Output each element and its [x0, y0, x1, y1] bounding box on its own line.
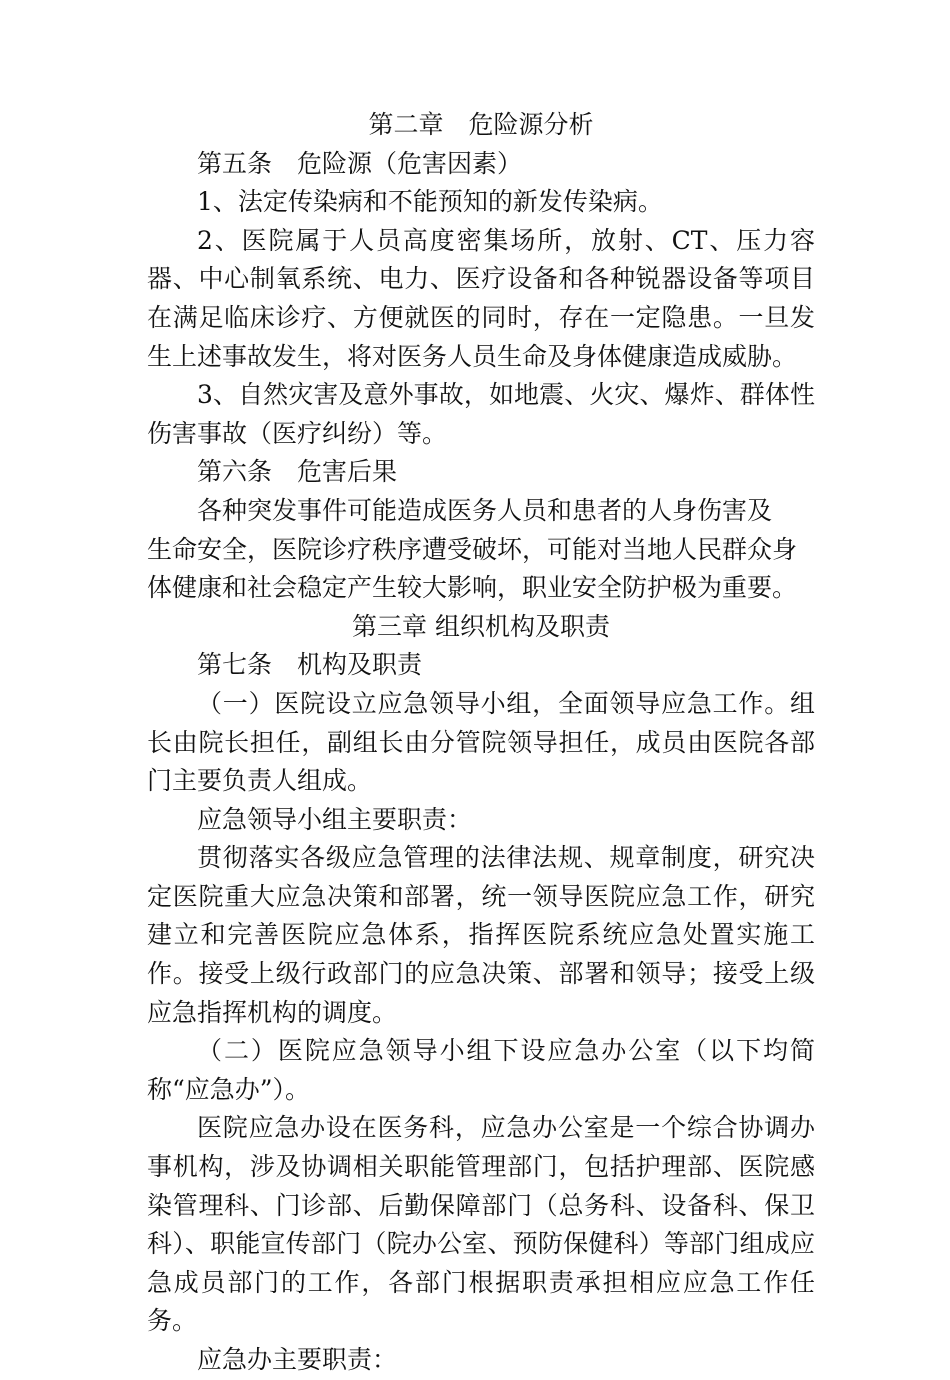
paragraph: 贯彻落实各级应急管理的法律法规、规章制度，研究决定医院重大应急决策和部署，统一领导医院应急工作，研究建立和完善医院应急体系，指挥医院系统应急处置实施工作。接受上级行政部门的应急决策、部署和领导；接受上级应急指挥机构的调度。 [147, 843, 815, 1027]
paragraph: （一）医院设立应急领导小组，全面领导应急工作。组长由院长担任，副组长由分管院领导担任，成员由医院各部门主要负责人组成。 [147, 688, 815, 796]
paragraph: 应急办主要职责： [197, 1345, 398, 1374]
paragraph: 医院应急办设在医务科，应急办公室是一个综合协调办事机构，涉及协调相关职能管理部门，包括护理部、医院感染管理科、门诊部、后勤保障部门（总务科、设备科、保卫科）、职能宣传部门（院办公室、预防保健科）等部门组成应急成员部门的工作，各部门根据职责承担相应应急工作任务。 [147, 1113, 815, 1336]
paragraph: 3、自然灾害及意外事故，如地震、火灾、爆炸、群体性伤害事故（医疗纠纷）等。 [147, 380, 815, 448]
paragraph: 各种突发事件可能造成医务人员和患者的人身伤害及 生命安全，医院诊疗秩序遭受破坏，可能对当地人民群众身体健康和社会稳定产生较大影响，职业安全防护极为重要。 [147, 495, 798, 603]
paragraph: （二）医院应急领导小组下设应急办公室（以下均简称“应急办”）。 [147, 1036, 815, 1104]
paragraph: 应急领导小组主要职责： [197, 804, 473, 834]
chapter-heading: 第二章 危险源分析 [368, 110, 594, 139]
paragraph: 1、法定传染病和不能预知的新发传染病。 [197, 187, 663, 217]
article-title: 第六条 危害后果 [197, 457, 398, 487]
paragraph: 2、医院属于人员高度密集场所，放射、CT、压力容器、中心制氧系统、电力、医疗设备和各种锐器设备等项目在满足临床诊疗、方便就医的同时，存在一定隐患。一旦发生上述事故发生，将对医务人员生命及身体健康造成威胁。 [147, 225, 815, 371]
article-title: 第七条 机构及职责 [197, 650, 423, 680]
chapter-heading: 第三章 组织机构及职责 [352, 611, 610, 641]
document-body [147, 106, 815, 1380]
article-title: 第五条 危险源（危害因素） [197, 148, 523, 178]
